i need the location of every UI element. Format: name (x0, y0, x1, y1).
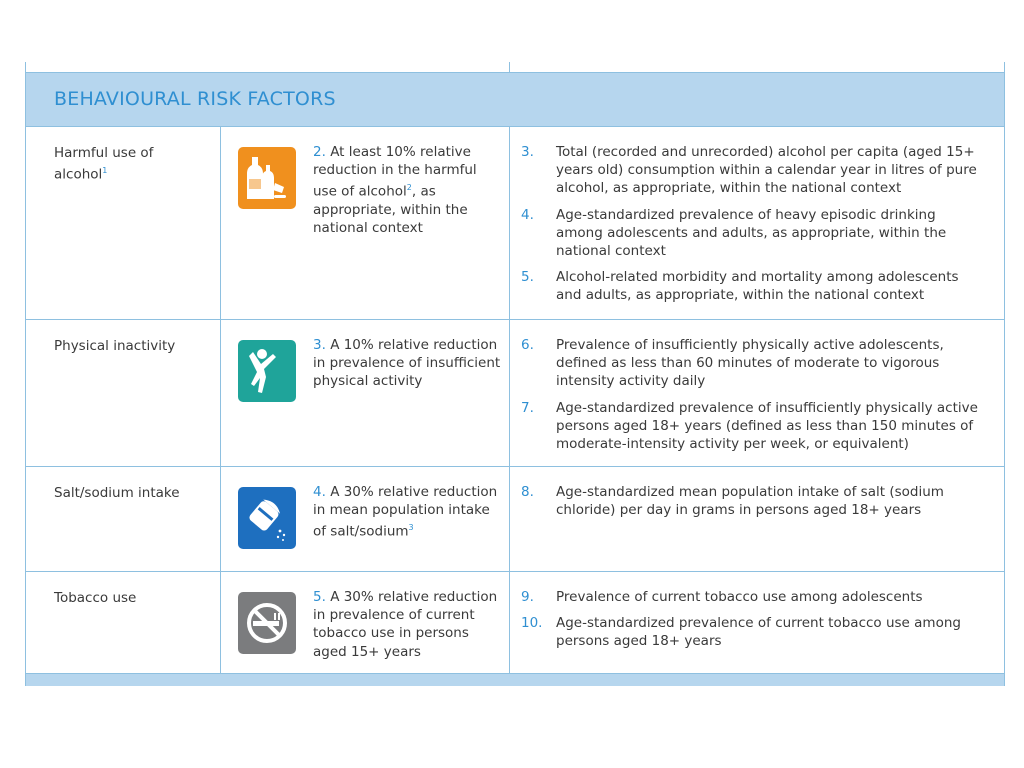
indicator-number: 3. (521, 144, 534, 160)
section-header (26, 72, 1004, 127)
indicator-item (521, 143, 981, 198)
risk-factor-label: Tobacco use (54, 590, 137, 606)
column-divider (220, 572, 221, 673)
indicator-number: 5. (521, 269, 534, 286)
indicator-item (521, 614, 981, 650)
target-number: 4. (313, 484, 326, 500)
indicator-number: 7. (521, 399, 534, 416)
indicator-item (521, 336, 981, 391)
risk-factor-label: Physical inactivity (54, 338, 176, 354)
target-label: A 30% relative reduction in prevalence of current tobacco use in persons aged 15+ years (313, 589, 498, 660)
indicator-text: Total (recorded and unrecorded) alcohol per capita (aged 15+ years old) consumption within a calendar year in litres of pure alcohol, as appropriate, within the national context (556, 144, 977, 197)
indicator-text: Age-standardized prevalence of insufficiently physically active persons aged 18+ years (defined as less than 150 minutes of moderate-intensity activity per week, or equivalent) (556, 399, 978, 453)
indicator-number: 4. (521, 206, 534, 223)
table-row-alcohol (26, 127, 1004, 320)
target-number: 5. (313, 589, 326, 605)
target-label-tail: , as appropriate, within the national context (313, 183, 468, 237)
column-divider (220, 127, 221, 319)
column-divider (509, 467, 510, 571)
footnote-marker: 1 (102, 166, 108, 175)
risk-factor-label: Salt/sodium intake (54, 485, 180, 501)
indicator-text: Prevalence of insufficiently physically active adolescents, defined as less than 60 minutes of moderate to vigorous intensity activity daily (556, 337, 944, 390)
indicator-number: 10. (521, 615, 543, 632)
indicator-number: 8. (521, 484, 534, 500)
target-number: 2. (313, 144, 326, 160)
indicator-text: Alcohol-related morbidity and mortality among adolescents and adults, as appropriate, within the national context (556, 269, 959, 304)
target-label: A 30% relative reduction in mean population intake of salt/sodium (313, 484, 498, 540)
footnote-marker: 2 (406, 183, 412, 193)
risk-factor-name (54, 589, 204, 607)
column-divider (509, 320, 510, 466)
indicator-text: Prevalence of current tobacco use among adolescents (556, 589, 923, 605)
footnote-marker: 3 (408, 523, 414, 533)
indicator-list (521, 588, 981, 659)
risk-factors-table (25, 62, 1005, 686)
risk-factor-name (54, 144, 204, 184)
risk-factor-name (54, 337, 204, 355)
risk-factor-name (54, 484, 204, 502)
indicator-number: 6. (521, 337, 534, 353)
target-label: At least 10% relative reduction in the harmful use of alcohol (313, 144, 477, 200)
table-row-physical-inactivity (26, 320, 1004, 467)
table-footer-band (26, 674, 1004, 686)
target-label: A 10% relative reduction in prevalence of insufficient physical activity (313, 337, 501, 390)
column-divider (220, 320, 221, 466)
column-divider (509, 127, 510, 319)
column-tick (509, 62, 510, 72)
salt-shaker-icon (238, 487, 296, 549)
target-number: 3. (313, 337, 326, 353)
indicator-item (521, 483, 981, 519)
table-row-tobacco (26, 572, 1004, 674)
indicator-text: Age-standardized prevalence of current tobacco use among persons aged 18+ years (556, 615, 961, 650)
alcohol-bottles-icon (238, 147, 296, 209)
table-row-salt-sodium (26, 467, 1004, 572)
indicator-item (521, 588, 981, 606)
section-title: BEHAVIOURAL RISK FACTORS (54, 88, 336, 110)
indicator-item (521, 399, 981, 454)
target-text (313, 483, 503, 541)
indicator-item (521, 206, 981, 261)
target-text (313, 588, 503, 661)
indicator-number: 9. (521, 589, 534, 605)
indicator-list (521, 143, 981, 313)
target-text (313, 143, 503, 238)
no-smoking-icon (238, 592, 296, 654)
risk-factor-label: Harmful use of alcohol (54, 145, 154, 183)
indicator-list (521, 336, 981, 461)
indicator-list (521, 483, 981, 527)
indicator-text: Age-standardized mean population intake of salt (sodium chloride) per day in grams in persons aged 18+ years (556, 484, 944, 519)
indicator-text: Age-standardized prevalence of heavy episodic drinking among adolescents and adults, as appropriate, within the national context (556, 206, 947, 260)
column-divider (509, 572, 510, 673)
target-text (313, 336, 503, 391)
jumping-person-icon (238, 340, 296, 402)
indicator-item (521, 268, 981, 304)
column-divider (220, 467, 221, 571)
